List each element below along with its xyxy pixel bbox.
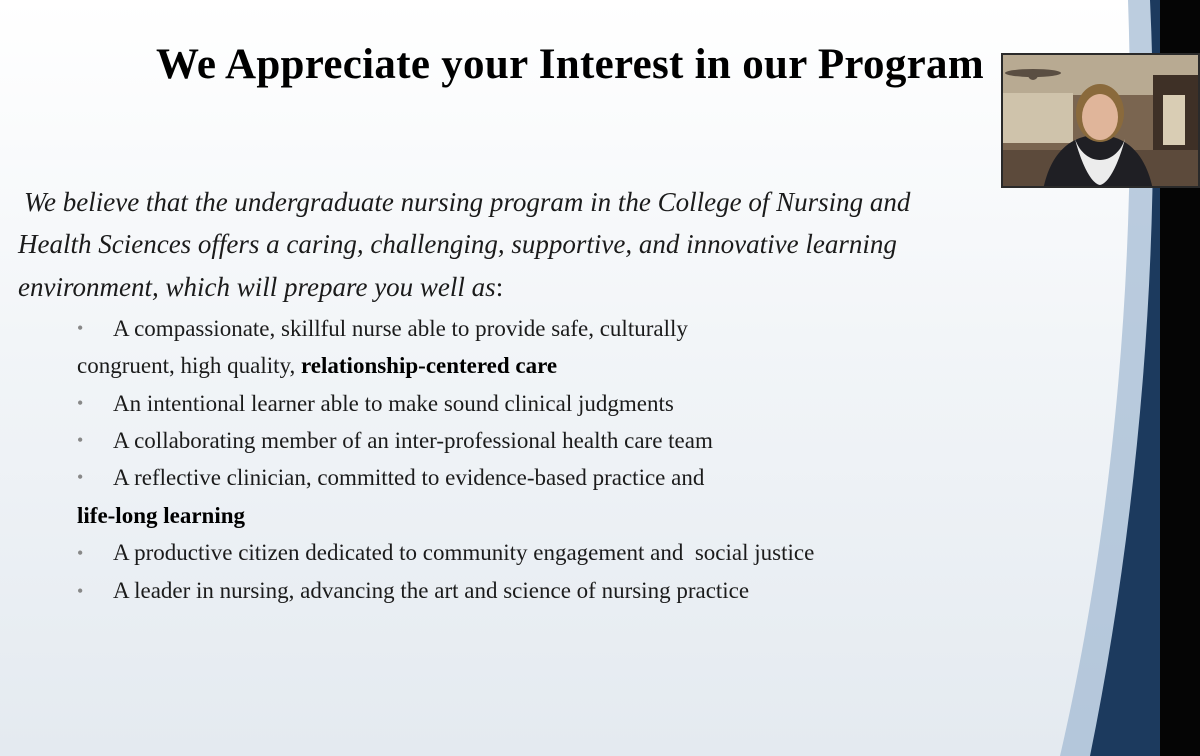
intro-text: environment, which will prepare you well as	[18, 272, 496, 302]
intro-line-1	[24, 187, 910, 218]
bullet-dot: •	[77, 467, 84, 487]
bullet-dot: •	[77, 581, 84, 601]
intro-text: We believe that the undergraduate nursing program in the College of Nursing and	[24, 187, 911, 217]
bullet-dot: •	[77, 318, 84, 338]
bullet-1-line-2	[77, 353, 557, 379]
intro-line-3	[18, 272, 503, 303]
bullet-dot: •	[77, 543, 84, 563]
bullet-1-line-1: A compassionate, skillful nurse able to provide safe, culturally	[113, 316, 688, 341]
intro-colon: :	[495, 272, 504, 302]
slide-title: We Appreciate your Interest in our Program	[156, 41, 984, 88]
intro-text: Health Sciences offers a caring, challenging, supportive, and innovative learning	[18, 229, 897, 259]
bullet-1-bold-text: relationship-centered care	[301, 353, 558, 378]
bullet-6-text: A leader in nursing, advancing the art and science of nursing practice	[113, 578, 750, 603]
bullet-2-text: An intentional learner able to make sound clinical judgments	[113, 391, 674, 416]
bullet-dot: •	[77, 430, 84, 450]
bullet-4-line-1: A reflective clinician, committed to evidence-based practice and	[113, 465, 705, 490]
bullet-3-text: A collaborating member of an inter-professional health care team	[113, 428, 713, 453]
bullet-dot: •	[77, 393, 84, 413]
presenter-video-frame	[1003, 55, 1200, 188]
bullet-5-text: A productive citizen dedicated to community engagement and social justice	[113, 540, 815, 565]
bullet-4-bold-text: life-long learning	[77, 503, 246, 528]
presenter-webcam-video[interactable]	[1001, 53, 1200, 188]
bullet-1-plain-text: congruent, high quality,	[77, 353, 301, 378]
presenter-face	[1082, 94, 1118, 140]
intro-line-2	[18, 229, 897, 260]
